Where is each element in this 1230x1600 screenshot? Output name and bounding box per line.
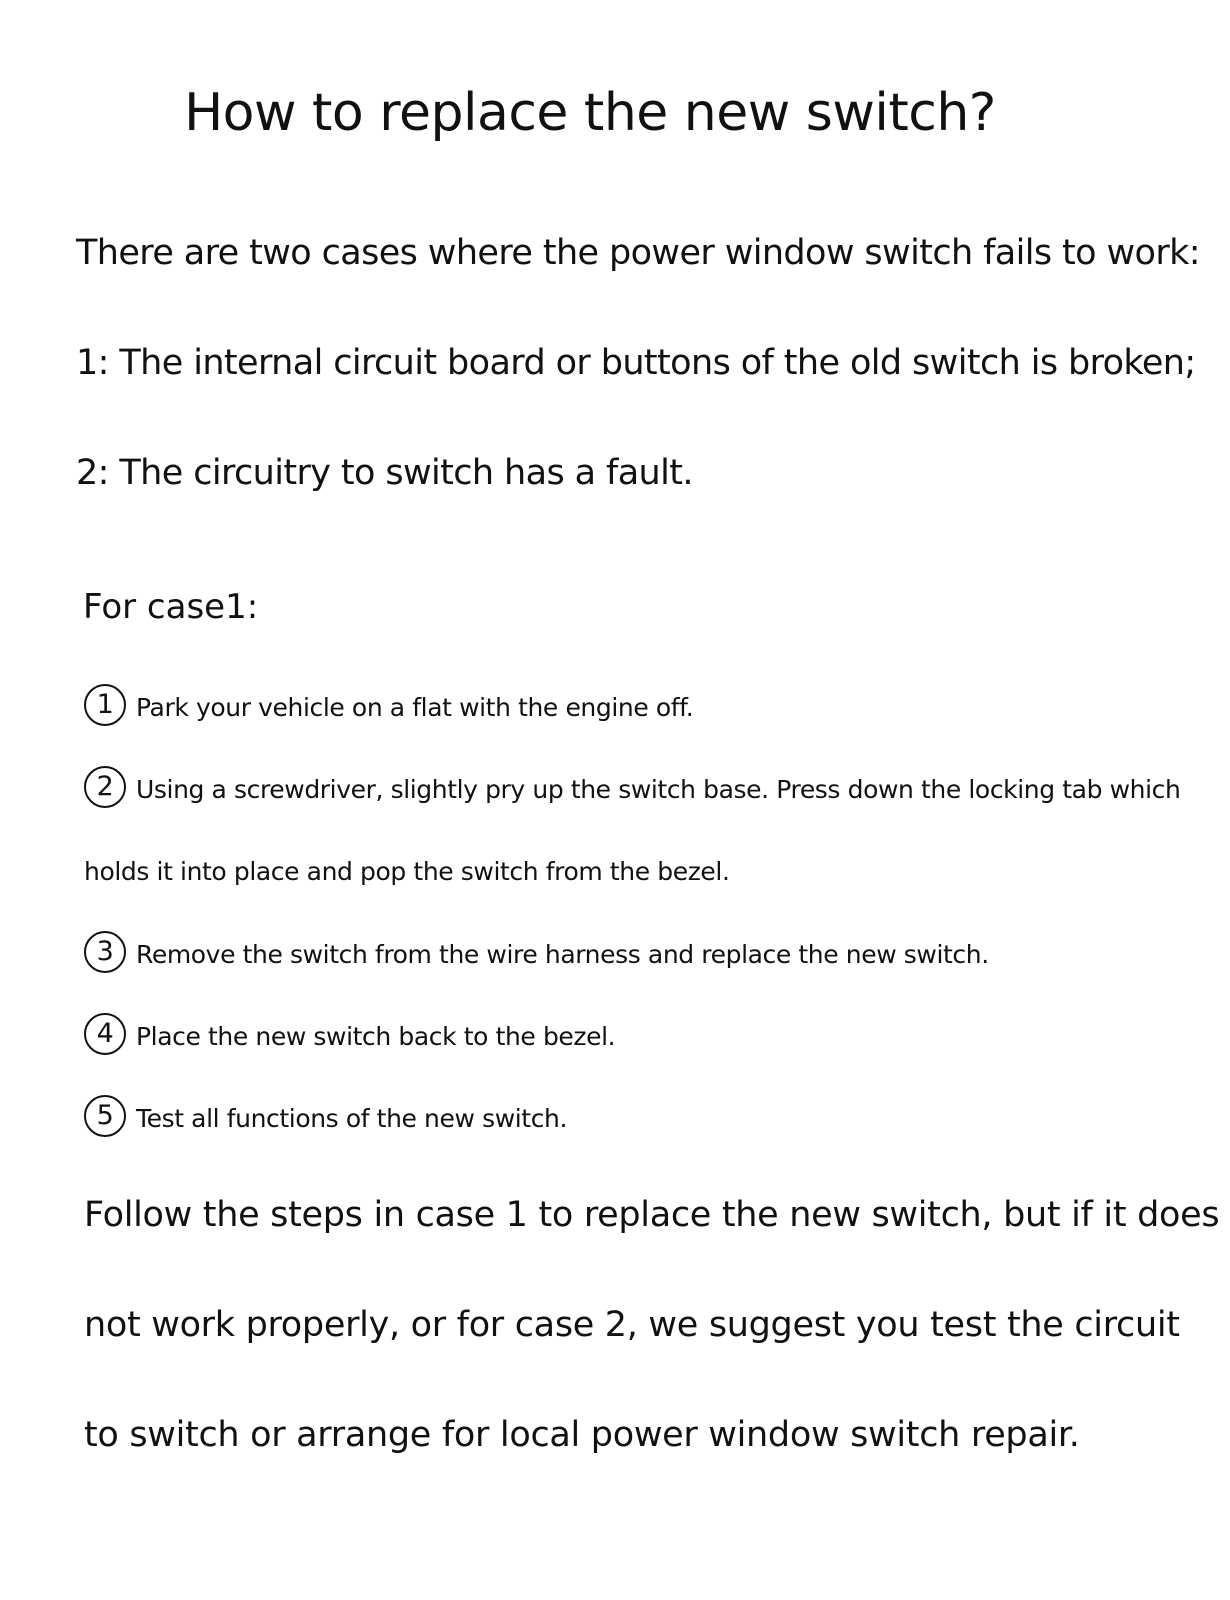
step-text-2: Using a screwdriver, slightly pry up the switch base. Press down the locking tab which [136, 775, 1181, 804]
closing-line-3: to switch or arrange for local power window switch repair. [84, 1415, 1080, 1455]
step-number-5: 5 [84, 1095, 126, 1137]
step-4 [84, 1015, 615, 1059]
step-2-continuation: holds it into place and pop the switch from the bezel. [84, 857, 730, 886]
step-3 [84, 933, 989, 977]
step-text-1: Park your vehicle on a flat with the engine off. [136, 693, 694, 722]
intro-lead: There are two cases where the power window switch fails to work: [76, 233, 1201, 273]
step-1 [84, 686, 693, 730]
closing-line-2: not work properly, or for case 2, we suggest you test the circuit [84, 1305, 1180, 1345]
step-text-4: Place the new switch back to the bezel. [136, 1022, 616, 1051]
step-5 [84, 1097, 567, 1141]
step-2 [84, 768, 1180, 812]
intro-case-2: 2: The circuitry to switch has a fault. [76, 453, 693, 493]
step-text-3: Remove the switch from the wire harness and replace the new switch. [136, 940, 989, 969]
step-text-5: Test all functions of the new switch. [136, 1104, 568, 1133]
step-number-3: 3 [84, 931, 126, 973]
closing-line-1: Follow the steps in case 1 to replace the new switch, but if it does [84, 1195, 1220, 1235]
step-number-1: 1 [84, 684, 126, 726]
intro-case-1: 1: The internal circuit board or buttons of the old switch is broken; [76, 343, 1196, 383]
step-number-4: 4 [84, 1013, 126, 1055]
step-number-2: 2 [84, 766, 126, 808]
case1-heading: For case1: [83, 587, 259, 627]
page-title: How to replace the new switch? [184, 83, 996, 143]
